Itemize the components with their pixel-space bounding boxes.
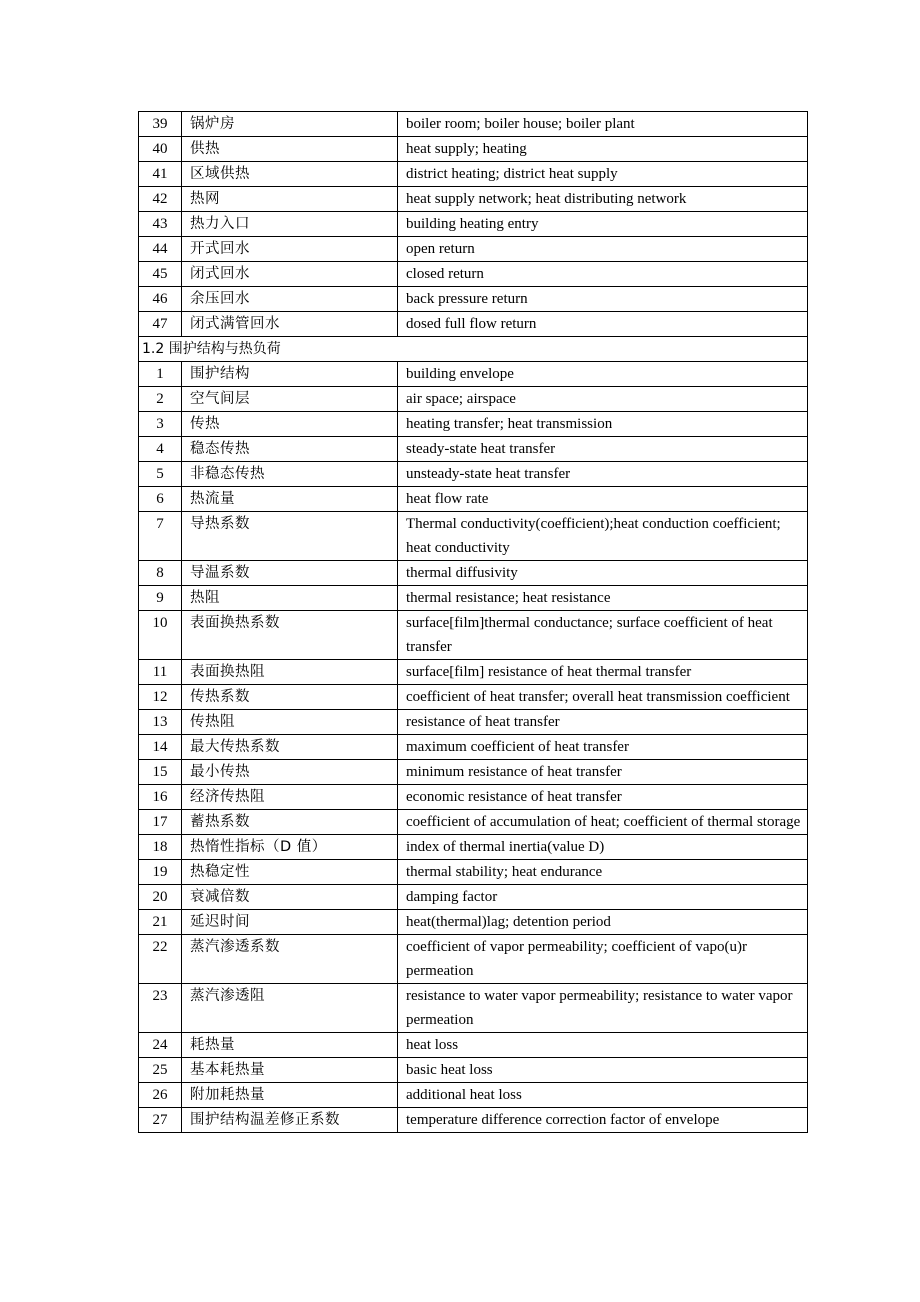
term-row	[139, 785, 808, 810]
term-english: heat supply network; heat distributing network	[398, 187, 808, 212]
term-row	[139, 1083, 808, 1108]
term-chinese: 最小传热	[182, 760, 398, 785]
term-english: resistance of heat transfer	[398, 710, 808, 735]
glossary-body	[139, 112, 808, 1133]
term-number: 8	[139, 561, 182, 586]
term-row	[139, 162, 808, 187]
term-english: thermal stability; heat endurance	[398, 860, 808, 885]
term-row	[139, 984, 808, 1033]
term-number: 17	[139, 810, 182, 835]
term-chinese: 蒸汽渗透系数	[182, 935, 398, 984]
term-chinese: 热力入口	[182, 212, 398, 237]
section-row	[139, 337, 808, 362]
term-english: resistance to water vapor permeability; resistance to water vapor permeation	[398, 984, 808, 1033]
term-number: 18	[139, 835, 182, 860]
term-row	[139, 685, 808, 710]
term-number: 6	[139, 487, 182, 512]
term-chinese: 延迟时间	[182, 910, 398, 935]
term-chinese: 余压回水	[182, 287, 398, 312]
term-english: air space; airspace	[398, 387, 808, 412]
term-chinese: 耗热量	[182, 1033, 398, 1058]
term-chinese: 表面换热阻	[182, 660, 398, 685]
term-row	[139, 611, 808, 660]
term-chinese: 区域供热	[182, 162, 398, 187]
term-number: 2	[139, 387, 182, 412]
term-row	[139, 710, 808, 735]
term-chinese: 传热系数	[182, 685, 398, 710]
term-chinese: 非稳态传热	[182, 462, 398, 487]
term-row	[139, 810, 808, 835]
term-english: closed return	[398, 262, 808, 287]
term-number: 14	[139, 735, 182, 760]
term-english: heating transfer; heat transmission	[398, 412, 808, 437]
term-english: coefficient of vapor permeability; coefficient of vapo(u)r permeation	[398, 935, 808, 984]
term-number: 12	[139, 685, 182, 710]
term-english: building heating entry	[398, 212, 808, 237]
term-number: 47	[139, 312, 182, 337]
term-chinese: 热惰性指标（D 值）	[182, 835, 398, 860]
term-row	[139, 437, 808, 462]
term-english: damping factor	[398, 885, 808, 910]
term-row	[139, 362, 808, 387]
term-row	[139, 1033, 808, 1058]
term-chinese: 附加耗热量	[182, 1083, 398, 1108]
term-english: temperature difference correction factor of envelope	[398, 1108, 808, 1133]
term-number: 10	[139, 611, 182, 660]
term-chinese: 围护结构温差修正系数	[182, 1108, 398, 1133]
term-row	[139, 835, 808, 860]
term-row	[139, 462, 808, 487]
term-english: basic heat loss	[398, 1058, 808, 1083]
term-row	[139, 312, 808, 337]
term-english: open return	[398, 237, 808, 262]
term-chinese: 闭式回水	[182, 262, 398, 287]
term-number: 41	[139, 162, 182, 187]
term-english: index of thermal inertia(value D)	[398, 835, 808, 860]
term-number: 25	[139, 1058, 182, 1083]
term-row	[139, 212, 808, 237]
term-english: heat(thermal)lag; detention period	[398, 910, 808, 935]
term-english: building envelope	[398, 362, 808, 387]
term-row	[139, 412, 808, 437]
term-number: 9	[139, 586, 182, 611]
term-english: steady-state heat transfer	[398, 437, 808, 462]
term-number: 27	[139, 1108, 182, 1133]
term-english: surface[film]thermal conductance; surface coefficient of heat transfer	[398, 611, 808, 660]
term-chinese: 热网	[182, 187, 398, 212]
term-row	[139, 910, 808, 935]
term-chinese: 传热	[182, 412, 398, 437]
section-heading: 1.2 围护结构与热负荷	[139, 337, 808, 362]
term-number: 20	[139, 885, 182, 910]
term-row	[139, 735, 808, 760]
term-english: thermal diffusivity	[398, 561, 808, 586]
term-english: economic resistance of heat transfer	[398, 785, 808, 810]
term-english: minimum resistance of heat transfer	[398, 760, 808, 785]
term-number: 26	[139, 1083, 182, 1108]
term-chinese: 表面换热系数	[182, 611, 398, 660]
term-row	[139, 760, 808, 785]
term-chinese: 热稳定性	[182, 860, 398, 885]
term-english: thermal resistance; heat resistance	[398, 586, 808, 611]
term-row	[139, 885, 808, 910]
term-english: surface[film] resistance of heat thermal transfer	[398, 660, 808, 685]
term-chinese: 空气间层	[182, 387, 398, 412]
term-number: 42	[139, 187, 182, 212]
term-number: 4	[139, 437, 182, 462]
term-row	[139, 187, 808, 212]
term-row	[139, 586, 808, 611]
term-chinese: 衰减倍数	[182, 885, 398, 910]
term-english: heat loss	[398, 1033, 808, 1058]
term-english: additional heat loss	[398, 1083, 808, 1108]
term-chinese: 传热阻	[182, 710, 398, 735]
term-row	[139, 1108, 808, 1133]
term-chinese: 蓄热系数	[182, 810, 398, 835]
term-number: 7	[139, 512, 182, 561]
term-chinese: 围护结构	[182, 362, 398, 387]
term-english: dosed full flow return	[398, 312, 808, 337]
term-english: coefficient of heat transfer; overall heat transmission coefficient	[398, 685, 808, 710]
term-chinese: 导热系数	[182, 512, 398, 561]
term-chinese: 供热	[182, 137, 398, 162]
term-chinese: 开式回水	[182, 237, 398, 262]
term-number: 13	[139, 710, 182, 735]
term-number: 19	[139, 860, 182, 885]
term-number: 23	[139, 984, 182, 1033]
term-number: 45	[139, 262, 182, 287]
term-row	[139, 561, 808, 586]
term-row	[139, 262, 808, 287]
term-chinese: 稳态传热	[182, 437, 398, 462]
term-row	[139, 112, 808, 137]
term-english: heat flow rate	[398, 487, 808, 512]
term-english: back pressure return	[398, 287, 808, 312]
term-row	[139, 137, 808, 162]
term-chinese: 最大传热系数	[182, 735, 398, 760]
term-number: 43	[139, 212, 182, 237]
term-row	[139, 487, 808, 512]
term-chinese: 热阻	[182, 586, 398, 611]
term-row	[139, 287, 808, 312]
term-row	[139, 660, 808, 685]
term-row	[139, 935, 808, 984]
term-number: 40	[139, 137, 182, 162]
term-chinese: 锅炉房	[182, 112, 398, 137]
term-number: 16	[139, 785, 182, 810]
term-number: 5	[139, 462, 182, 487]
term-number: 15	[139, 760, 182, 785]
term-english: coefficient of accumulation of heat; coefficient of thermal storage	[398, 810, 808, 835]
term-number: 39	[139, 112, 182, 137]
term-number: 3	[139, 412, 182, 437]
term-row	[139, 387, 808, 412]
term-chinese: 导温系数	[182, 561, 398, 586]
term-english: Thermal conductivity(coefficient);heat conduction coefficient; heat conductivity	[398, 512, 808, 561]
term-english: heat supply; heating	[398, 137, 808, 162]
term-number: 21	[139, 910, 182, 935]
term-number: 1	[139, 362, 182, 387]
term-english: maximum coefficient of heat transfer	[398, 735, 808, 760]
term-chinese: 经济传热阻	[182, 785, 398, 810]
term-row	[139, 512, 808, 561]
term-number: 24	[139, 1033, 182, 1058]
term-english: district heating; district heat supply	[398, 162, 808, 187]
term-row	[139, 860, 808, 885]
term-row	[139, 1058, 808, 1083]
term-chinese: 蒸汽渗透阻	[182, 984, 398, 1033]
term-number: 44	[139, 237, 182, 262]
term-chinese: 闭式满管回水	[182, 312, 398, 337]
glossary-table	[138, 111, 808, 1133]
term-number: 22	[139, 935, 182, 984]
term-number: 11	[139, 660, 182, 685]
term-english: boiler room; boiler house; boiler plant	[398, 112, 808, 137]
term-english: unsteady-state heat transfer	[398, 462, 808, 487]
term-chinese: 基本耗热量	[182, 1058, 398, 1083]
term-row	[139, 237, 808, 262]
term-number: 46	[139, 287, 182, 312]
term-chinese: 热流量	[182, 487, 398, 512]
